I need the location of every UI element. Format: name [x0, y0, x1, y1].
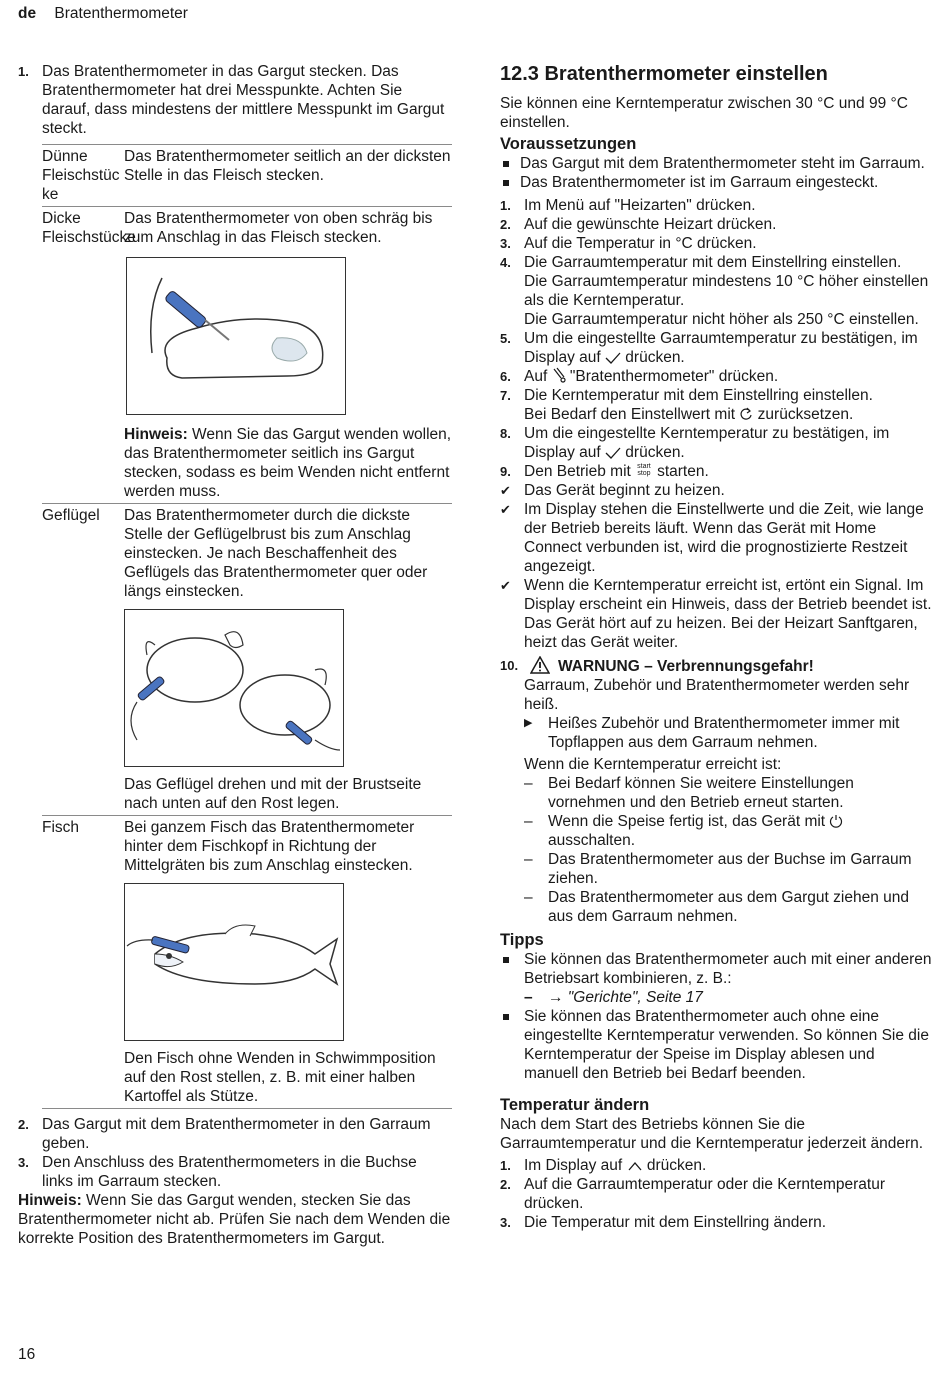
list-item: Sie können das Bratenthermometer auch ohne eine eingestellte Kerntemperatur verwenden. So können Sie die Kerntemperatur der Speise im Display ablesen und manuell den Betrieb bei Bedarf beenden. [500, 1007, 932, 1083]
list-item: Das Bratenthermometer ist im Garraum eingesteckt. [500, 173, 932, 192]
result-check-icon: ✔ [500, 578, 511, 593]
result-3: ✔ Wenn die Kerntemperatur erreicht ist, ertönt ein Signal. Im Display erscheint ein Hinweis, dass der Betrieb beendet ist. Das Gerät hört auf zu heizen. Bei der Heizart Sanftgaren, heizt das Gerät weiter. [500, 577, 932, 651]
prereq-heading: Voraussetzungen [500, 135, 637, 153]
list-item: – Bei Bedarf können Sie weitere Einstellungen vornehmen und den Betrieb erneut starten. [524, 775, 854, 811]
steps-list [500, 196, 932, 926]
step-1: 1. Im Menü auf "Heizarten" drücken. [500, 197, 756, 214]
step-7: 7. Die Kerntemperatur mit dem Einstellring einstellen. Bei Bedarf den Einstellwert mit zurücksetzen. [500, 387, 873, 423]
cross-reference[interactable]: – → "Gerichte", Seite 17 [524, 989, 703, 1006]
table-row: Fisch Bei ganzem Fisch das Bratenthermometer hinter dem Fischkopf in Richtung der Mittelgräten bis zum Anschlag einstecken. Den Fisch ohne Wenden in Schwimmposition auf den Rost stellen, z. B. mit einer halben Kartoffel als Stütze. [42, 815, 452, 1108]
header-title: Bratenthermometer [54, 5, 188, 22]
note-row: Hinweis: Wenn Sie das Gargut wenden wollen, das Bratenthermometer seitlich ins Gargut stecken, sodass es beim Wenden nicht entfernt werden muss. [124, 426, 452, 500]
right-column: 12.3 Bratenthermometer einstellen Sie können eine Kerntemperatur zwischen 30 °C und 99 °C einstellen. Voraussetzungen Das Gargut mit dem Bratenthermometer steht im Garraum. Das Bratenthermometer ist im Garraum eingesteckt. 1. Im Menü auf "Heizarten" drücken. 2. Auf die gewünschte Heizart drücken. 3. Auf die Temperatur in °C drücken. 4. Die Garraumtemperatur mit dem Einstellring einstellen. Die Garraumtemperatur mindestens 10 °C höher einstellen als die Kerntemperatur. Die Garraumtemperatur nicht höher als 250 °C einstellen. 5. Um die eingestellte Garraumtemperatur zu bestätigen, im Display auf drücken. 6. Auf "Bratenthermometer" drücken. 7. Die Kerntemperatur mit dem Einstellring einstellen. Bei Bedarf den Einstellwert mit zurücksetzen. 8. Um die eingestellte Kerntemperatur zu bestätigen, im Display auf drücken. 9. Den Betrieb mit start stop starten. ✔ Das Gerät beginnt zu heizen. ✔ Im Display stehen die Einstellwerte und die Zeit, wie lange der Betrieb bereits läuft. Wenn das Gerät mit Home Connect verbunden ist, wird die prognostizierte Restzeit angezeigt. ✔ Wenn die Kerntemperatur erreicht ist, ertönt ein Signal. Im Display erscheint ein Hinweis, dass der Betrieb beendet ist. Das Gerät hört auf zu heizen. Bei der Heizart Sanftgaren, heizt das Gerät weiter. 10. WARNUNG – Verbrennungsgefahr! Garraum, Zubehör und Bratenthermometer werden sehr heiß. ▶ Heißes Zubehör und Bratenthermometer immer mit Topflappen aus dem Garraum nehmen. Wenn die Kerntemperatur erreicht ist: – Bei Bedarf können Sie weitere Einstellungen vornehmen und den Betrieb erneut starten. – Wenn die Speise fertig ist, das Gerät mit ausschalten. – Das Bratenthermometer aus der Buchse im Garraum ziehen. – Das Bratenthermometer aus dem Gargut ziehen und aus dem Garraum nehmen. Tipps Sie können das Bratenthermometer auch mit einer anderen Betriebsart kombinieren, z. B.: – → "Gerichte", Seite 17 Sie können das Bratenthermometer auch ohne eine eingestellte Kerntemperatur verwenden. So können Sie die Kerntemperatur der Speise im Display ablesen und manuell den Betrieb bei Bedarf beenden. Temperatur ändern Nach dem Start des Betriebs können Sie die Garraumtemperatur und die Kerntemperatur jederzeit ändern. 1. Im Display auf drücken. 2. Auf die Garraumtemperatur oder die Kerntemperatur drücken. 3. Die Temperatur mit dem Einstellring ändern. [500, 63, 932, 1231]
meat-thermometer-illustration [126, 257, 346, 415]
list-item: – Wenn die Speise fertig ist, das Gerät mit ausschalten. [524, 812, 932, 850]
list-item: – Das Bratenthermometer aus der Buchse im Garraum ziehen. [524, 851, 912, 887]
intro-text: Sie können eine Kerntemperatur zwischen 30 °C und 99 °C einstellen. [500, 95, 908, 131]
tips-heading: Tipps [500, 931, 544, 949]
step-6: 6. Auf "Bratenthermometer" drücken. [500, 368, 779, 385]
insertion-table [42, 144, 452, 1115]
start-stop-icon: start stop [637, 463, 651, 477]
power-icon [829, 814, 843, 828]
warning-icon [530, 656, 550, 674]
list-item: – Das Bratenthermometer aus dem Gargut ziehen und aus dem Garraum nehmen. [524, 889, 909, 925]
step-3: 3. Auf die Temperatur in °C drücken. [500, 235, 757, 252]
step-4: 4. Die Garraumtemperatur mit dem Einstellring einstellen. Die Garraumtemperatur mindestens 10 °C höher einstellen als die Kerntemperatur. Die Garraumtemperatur nicht höher als 250 °C einstellen. [500, 254, 929, 328]
chevron-up-icon [627, 1160, 643, 1172]
note-2: Hinweis: Wenn Sie das Gargut wenden, stecken Sie das Bratenthermometer nicht ab. Prüfen Sie nach dem Wenden die korrekte Position des Bratenthermometers im Gargut. [18, 1192, 451, 1247]
step-3: 3. Die Temperatur mit dem Einstellring ändern. [500, 1214, 827, 1231]
table-row: Dicke Fleischstücke Das Bratenthermometer von oben schräg bis zum Anschlag in das Fleisch stecken. [42, 206, 452, 249]
check-icon [605, 447, 621, 459]
list-item: Sie können das Bratenthermometer auch mit einer anderen Betriebsart kombinieren, z. B.: – → "Gerichte", Seite 17 [500, 950, 932, 1007]
step-3: 3. Den Anschluss des Bratenthermometers in die Buchse links im Garraum stecken. [18, 1154, 417, 1190]
check-icon [605, 352, 621, 364]
left-column [18, 62, 452, 1248]
step-8: 8. Um die eingestellte Kerntemperatur zu bestätigen, im Display auf drücken. [500, 425, 890, 461]
page-number: 16 [18, 1346, 36, 1363]
step-1: 1. Das Bratenthermometer in das Gargut stecken. Das Bratenthermometer hat drei Messpunkte. Achten Sie darauf, dass mindestens der mittlere Messpunkt im Gargut steckt. [18, 63, 445, 137]
step-10-warning: 10. WARNUNG – Verbrennungsgefahr! Garraum, Zubehör und Bratenthermometer werden sehr heiß. ▶ Heißes Zubehör und Bratenthermometer immer mit Topflappen aus dem Garraum nehmen. Wenn die Kerntemperatur erreicht ist: – Bei Bedarf können Sie weitere Einstellungen vornehmen und den Betrieb erneut starten. – Wenn die Speise fertig ist, das Gerät mit ausschalten. – Das Bratenthermometer aus der Buchse im Garraum ziehen. – Das Bratenthermometer aus dem Gargut ziehen und aus dem Garraum nehmen. [500, 656, 932, 926]
table-row: Geflügel Das Bratenthermometer durch die dickste Stelle der Geflügelbrust bis zum Anschlag einstecken. Je nach Beschaffenheit des Geflügels das Bratenthermometer quer oder längs einstecken. Das Geflügel drehen und mit der Brustseite nach unten auf den Rost legen. [42, 503, 452, 815]
step-9: 9. Den Betrieb mit start stop starten. [500, 463, 709, 480]
step-1: 1. Im Display auf drücken. [500, 1157, 707, 1174]
table-end-divider [42, 1108, 452, 1115]
reset-icon [739, 407, 753, 421]
result-check-icon: ✔ [500, 502, 511, 517]
step-2: 2. Auf die gewünschte Heizart drücken. [500, 216, 777, 233]
section-title: 12.3 Bratenthermometer einstellen [500, 63, 828, 85]
fish-thermometer-illustration [124, 883, 344, 1041]
table-row: Dünne Fleischstücke Das Bratenthermometer seitlich an der dicksten Stelle in das Fleisch stecken. [42, 144, 452, 206]
temp-heading: Temperatur ändern [500, 1096, 650, 1114]
poultry-thermometer-illustration [124, 609, 344, 767]
warning-action: ▶ Heißes Zubehör und Bratenthermometer immer mit Topflappen aus dem Garraum nehmen. [524, 715, 900, 751]
step-5: 5. Um die eingestellte Garraumtemperatur zu bestätigen, im Display auf drücken. [500, 330, 918, 366]
result-check-icon: ✔ [500, 483, 511, 498]
list-item: Das Gargut mit dem Bratenthermometer steht im Garraum. [500, 154, 932, 173]
thermometer-icon [552, 367, 566, 383]
result-2: ✔ Im Display stehen die Einstellwerte und die Zeit, wie lange der Betrieb bereits läuft. Wenn das Gerät mit Home Connect verbunden ist, wird die prognostizierte Restzeit angezeigt. [500, 501, 924, 575]
language-code: de [18, 5, 37, 22]
result-1: ✔ Das Gerät beginnt zu heizen. [500, 482, 725, 499]
page-header [18, 4, 188, 24]
step-2: 2. Das Gargut mit dem Bratenthermometer in den Garraum geben. [18, 1116, 431, 1152]
step-2: 2. Auf die Garraumtemperatur oder die Kerntemperatur drücken. [500, 1176, 885, 1212]
